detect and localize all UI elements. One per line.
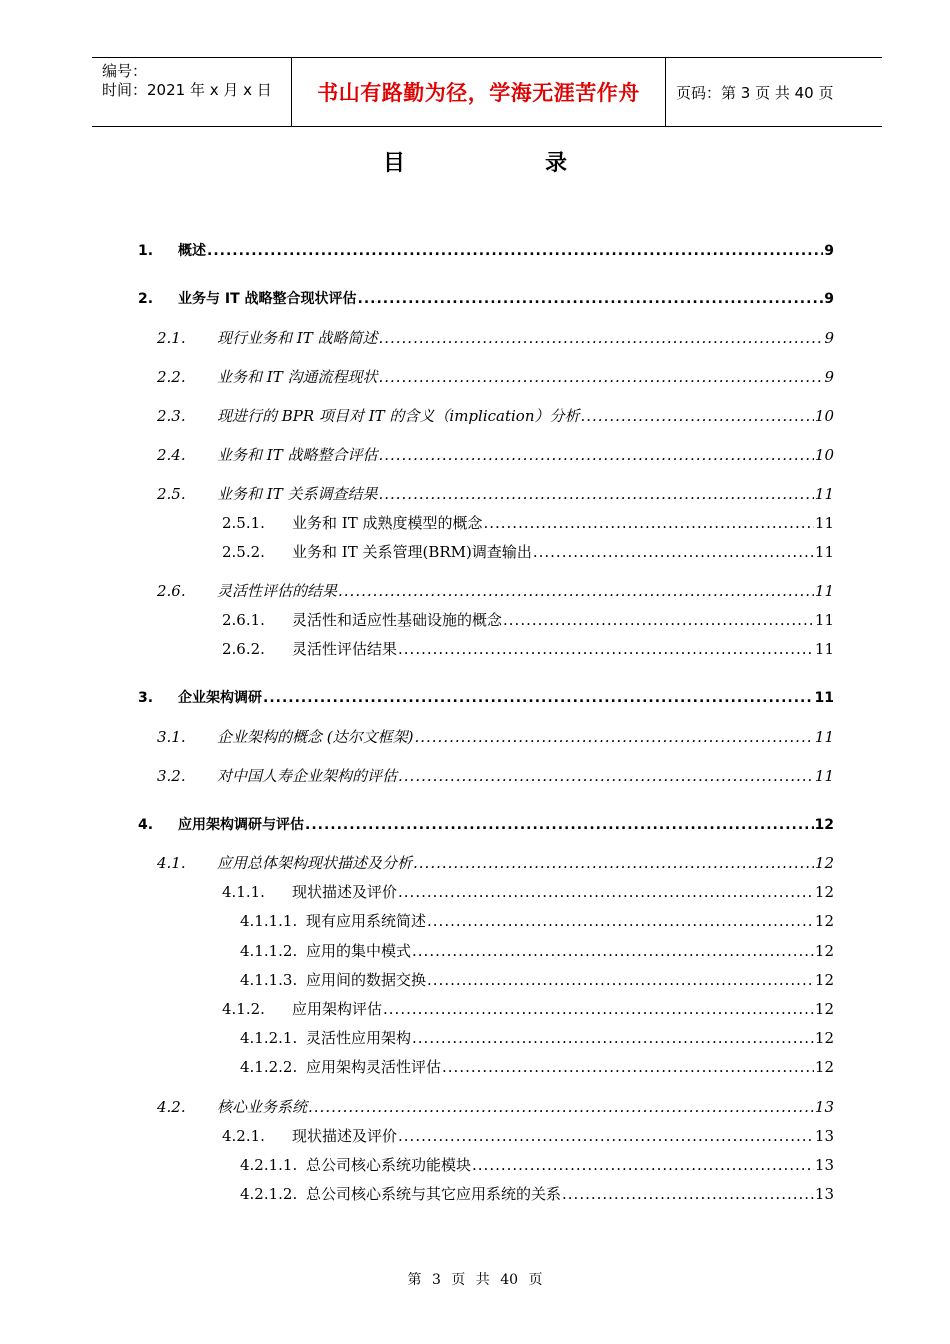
toc-entry-page: 11 (814, 514, 834, 532)
toc-entry-text: 业务和 IT 沟通流程现状 (217, 368, 378, 386)
toc-entry-page: 11 (814, 543, 834, 561)
toc-entry-page: 11 (814, 690, 834, 706)
toc-entry-text: 应用间的数据交换 (306, 971, 427, 989)
toc-entry[interactable] (157, 483, 834, 504)
toc-entry-page: 13 (814, 1185, 834, 1203)
toc-entry-page: 11 (814, 767, 834, 785)
toc-entry-number: 2.2. (157, 368, 186, 386)
toc-entry-text: 灵活性评估结果 (292, 640, 398, 658)
toc-entry-page: 9 (824, 368, 834, 386)
toc-entry-text: 应用的集中模式 (306, 942, 412, 960)
toc-entry-text: 业务和 IT 关系管理(BRM)调查输出 (292, 543, 532, 561)
page-footer: 第 3 页 共 40 页 (407, 1272, 543, 1288)
toc-entry-number: 4.1.1. (222, 883, 265, 901)
toc-entry-text: 现状描述及评价 (292, 1127, 398, 1145)
toc-entry[interactable] (157, 726, 834, 747)
toc-entry-page: 12 (814, 883, 834, 901)
toc-entry-text: 企业架构的概念 (达尔文框架) (217, 728, 414, 746)
toc-entry-number: 4.1.2.2. (240, 1058, 298, 1076)
toc-entry-text: 应用总体架构现状描述及分析 (217, 854, 413, 872)
toc-entry-text: 现状描述及评价 (292, 883, 398, 901)
toc-entry[interactable] (240, 1027, 834, 1048)
toc-entry-text: 总公司核心系统功能模块 (306, 1156, 472, 1174)
toc-leader-dots (378, 368, 823, 386)
toc-entry-text: 应用架构灵活性评估 (306, 1058, 442, 1076)
toc-entry[interactable] (157, 405, 834, 426)
toc-leader-dots (412, 1029, 814, 1047)
toc-entry-page: 13 (814, 1098, 834, 1116)
toc-leader-dots (207, 243, 823, 259)
toc-entry[interactable] (240, 969, 834, 990)
toc-entry-page: 11 (814, 728, 834, 746)
toc-entry-text: 业务和 IT 成熟度模型的概念 (292, 514, 483, 532)
toc-entry-page: 11 (814, 640, 834, 658)
toc-leader-dots (263, 690, 814, 706)
toc-entry[interactable] (157, 366, 834, 387)
toc-entry-page: 12 (814, 854, 834, 872)
toc-entry-text: 业务和 IT 关系调查结果 (217, 485, 378, 503)
toc-entry-page: 13 (814, 1156, 834, 1174)
toc-entry[interactable] (222, 998, 834, 1019)
toc-entry-text: 总公司核心系统与其它应用系统的关系 (306, 1185, 562, 1203)
toc-entry-number: 4.1.2.1. (240, 1029, 298, 1047)
toc-leader-dots (442, 1058, 814, 1076)
toc-leader-dots (308, 1098, 814, 1116)
toc-leader-dots (398, 883, 814, 901)
toc-leader-dots (398, 640, 814, 658)
toc-entry-text: 灵活性评估的结果 (217, 582, 338, 600)
toc-entry-number: 2.5.1. (222, 514, 265, 532)
toc-entry-text: 应用架构调研与评估 (178, 817, 304, 833)
toc-entry[interactable] (157, 327, 834, 348)
toc-leader-dots (412, 942, 814, 960)
toc-leader-dots (483, 514, 813, 532)
number-label: 编号： (102, 62, 148, 80)
toc-entry[interactable] (157, 852, 834, 873)
toc-entry-page: 10 (814, 407, 834, 425)
toc-entry-number: 2.1. (157, 329, 186, 347)
toc-leader-dots (472, 1156, 814, 1174)
toc-entry[interactable] (157, 1096, 834, 1117)
toc-entry[interactable] (240, 1056, 834, 1077)
toc-leader-dots (581, 407, 814, 425)
header-meta (92, 58, 292, 126)
toc-entry[interactable] (222, 609, 834, 630)
toc-leader-dots (562, 1185, 814, 1203)
toc-entry-text: 企业架构调研 (178, 690, 262, 706)
toc-entry-number: 1. (138, 243, 154, 259)
toc-entry-text: 现行业务和 IT 战略简述 (217, 329, 378, 347)
toc-leader-dots (503, 611, 814, 629)
toc-entry-number: 4.1.1.2. (240, 942, 298, 960)
toc-leader-dots (413, 854, 814, 872)
toc-entry-text: 应用架构评估 (292, 1000, 383, 1018)
toc-leader-dots (427, 971, 814, 989)
toc-entry-page: 12 (814, 1000, 834, 1018)
toc-entry[interactable] (222, 512, 834, 533)
toc-entry-number: 4.2. (157, 1098, 186, 1116)
toc-entry-text: 灵活性和适应性基础设施的概念 (292, 611, 503, 629)
toc-entry[interactable] (222, 1125, 834, 1146)
toc-entry[interactable] (157, 444, 834, 465)
toc-entry-text: 对中国人寿企业架构的评估 (217, 767, 398, 785)
toc-entry-number: 3. (138, 690, 154, 706)
toc-entry-number: 4. (138, 817, 154, 833)
toc-entry[interactable] (138, 687, 834, 707)
toc-leader-dots (383, 1000, 814, 1018)
toc-entry-number: 3.2. (157, 767, 186, 785)
toc-entry-number: 4.1.1.3. (240, 971, 298, 989)
toc-entry-page: 9 (824, 329, 834, 347)
toc-entry[interactable] (222, 638, 834, 659)
toc-entry-number: 4.2.1.2. (240, 1185, 298, 1203)
toc-entry-text: 概述 (178, 243, 206, 259)
toc-entry-number: 3.1. (157, 728, 186, 746)
toc-entry[interactable] (138, 814, 834, 834)
toc-entry[interactable] (138, 288, 834, 308)
time-label: 时间：2021 年 x 月 x 日 (102, 81, 272, 99)
toc-entry-page: 12 (814, 942, 834, 960)
toc-entry-text: 灵活性应用架构 (306, 1029, 412, 1047)
toc-leader-dots (378, 329, 823, 347)
toc-entry[interactable] (138, 240, 834, 260)
toc-entry-text: 业务与 IT 战略整合现状评估 (178, 291, 357, 307)
toc-entry[interactable] (240, 940, 834, 961)
toc-entry-page: 12 (814, 912, 834, 930)
toc-leader-dots (305, 817, 814, 833)
toc-entry-page: 12 (814, 971, 834, 989)
toc-entry[interactable] (157, 765, 834, 786)
toc-entry-number: 4.2.1.1. (240, 1156, 298, 1174)
toc-entry-text: 现进行的 BPR 项目对 IT 的含义（implication）分析 (217, 407, 580, 425)
toc-entry-page: 9 (824, 291, 834, 307)
toc-entry-number: 2.4. (157, 446, 186, 464)
toc-entry[interactable] (222, 881, 834, 902)
toc-leader-dots (427, 912, 814, 930)
toc-entry-page: 12 (814, 1029, 834, 1047)
toc-leader-dots (378, 485, 813, 503)
toc-entry-number: 2.6.2. (222, 640, 265, 658)
toc-entry-number: 2.3. (157, 407, 186, 425)
toc-entry-number: 4.1.1.1. (240, 912, 298, 930)
header-motto: 书山有路勤为径，学海无涯苦作舟 (292, 58, 666, 126)
toc-entry-number: 4.1.2. (222, 1000, 265, 1018)
toc-entry-page: 9 (824, 243, 834, 259)
toc-entry-text: 核心业务系统 (217, 1098, 308, 1116)
toc-entry[interactable] (240, 910, 834, 931)
toc-leader-dots (338, 582, 814, 600)
toc-entry-text: 业务和 IT 战略整合评估 (217, 446, 378, 464)
toc-entry[interactable] (222, 541, 834, 562)
toc-entry-page: 12 (814, 1058, 834, 1076)
toc-leader-dots (378, 446, 813, 464)
toc-leader-dots (533, 543, 814, 561)
toc-entry-number: 4.2.1. (222, 1127, 265, 1145)
toc-entry-page: 10 (814, 446, 834, 464)
toc-entry-number: 4.1. (157, 854, 186, 872)
toc-entry-page: 11 (814, 611, 834, 629)
toc-entry-number: 2. (138, 291, 154, 307)
toc-entry-page: 11 (814, 582, 834, 600)
header-page-label: 页码：第 3 页 共 40 页 (676, 83, 834, 102)
toc-leader-dots (358, 291, 824, 307)
toc-entry[interactable] (240, 1183, 834, 1204)
toc-entry-number: 2.6.1. (222, 611, 265, 629)
toc-title: 目录 (382, 151, 707, 176)
toc-entry-page: 13 (814, 1127, 834, 1145)
toc-entry[interactable] (157, 580, 834, 601)
toc-entry-number: 2.5.2. (222, 543, 265, 561)
toc-entry-number: 2.5. (157, 485, 186, 503)
toc-leader-dots (398, 767, 814, 785)
toc-entry-page: 12 (814, 817, 834, 833)
toc-entry-text: 现有应用系统简述 (306, 912, 427, 930)
toc-entry-page: 11 (814, 485, 834, 503)
page-header (92, 57, 882, 127)
toc-entry[interactable] (240, 1154, 834, 1175)
toc-leader-dots (398, 1127, 814, 1145)
toc-entry-number: 2.6. (157, 582, 186, 600)
toc-leader-dots (414, 728, 813, 746)
